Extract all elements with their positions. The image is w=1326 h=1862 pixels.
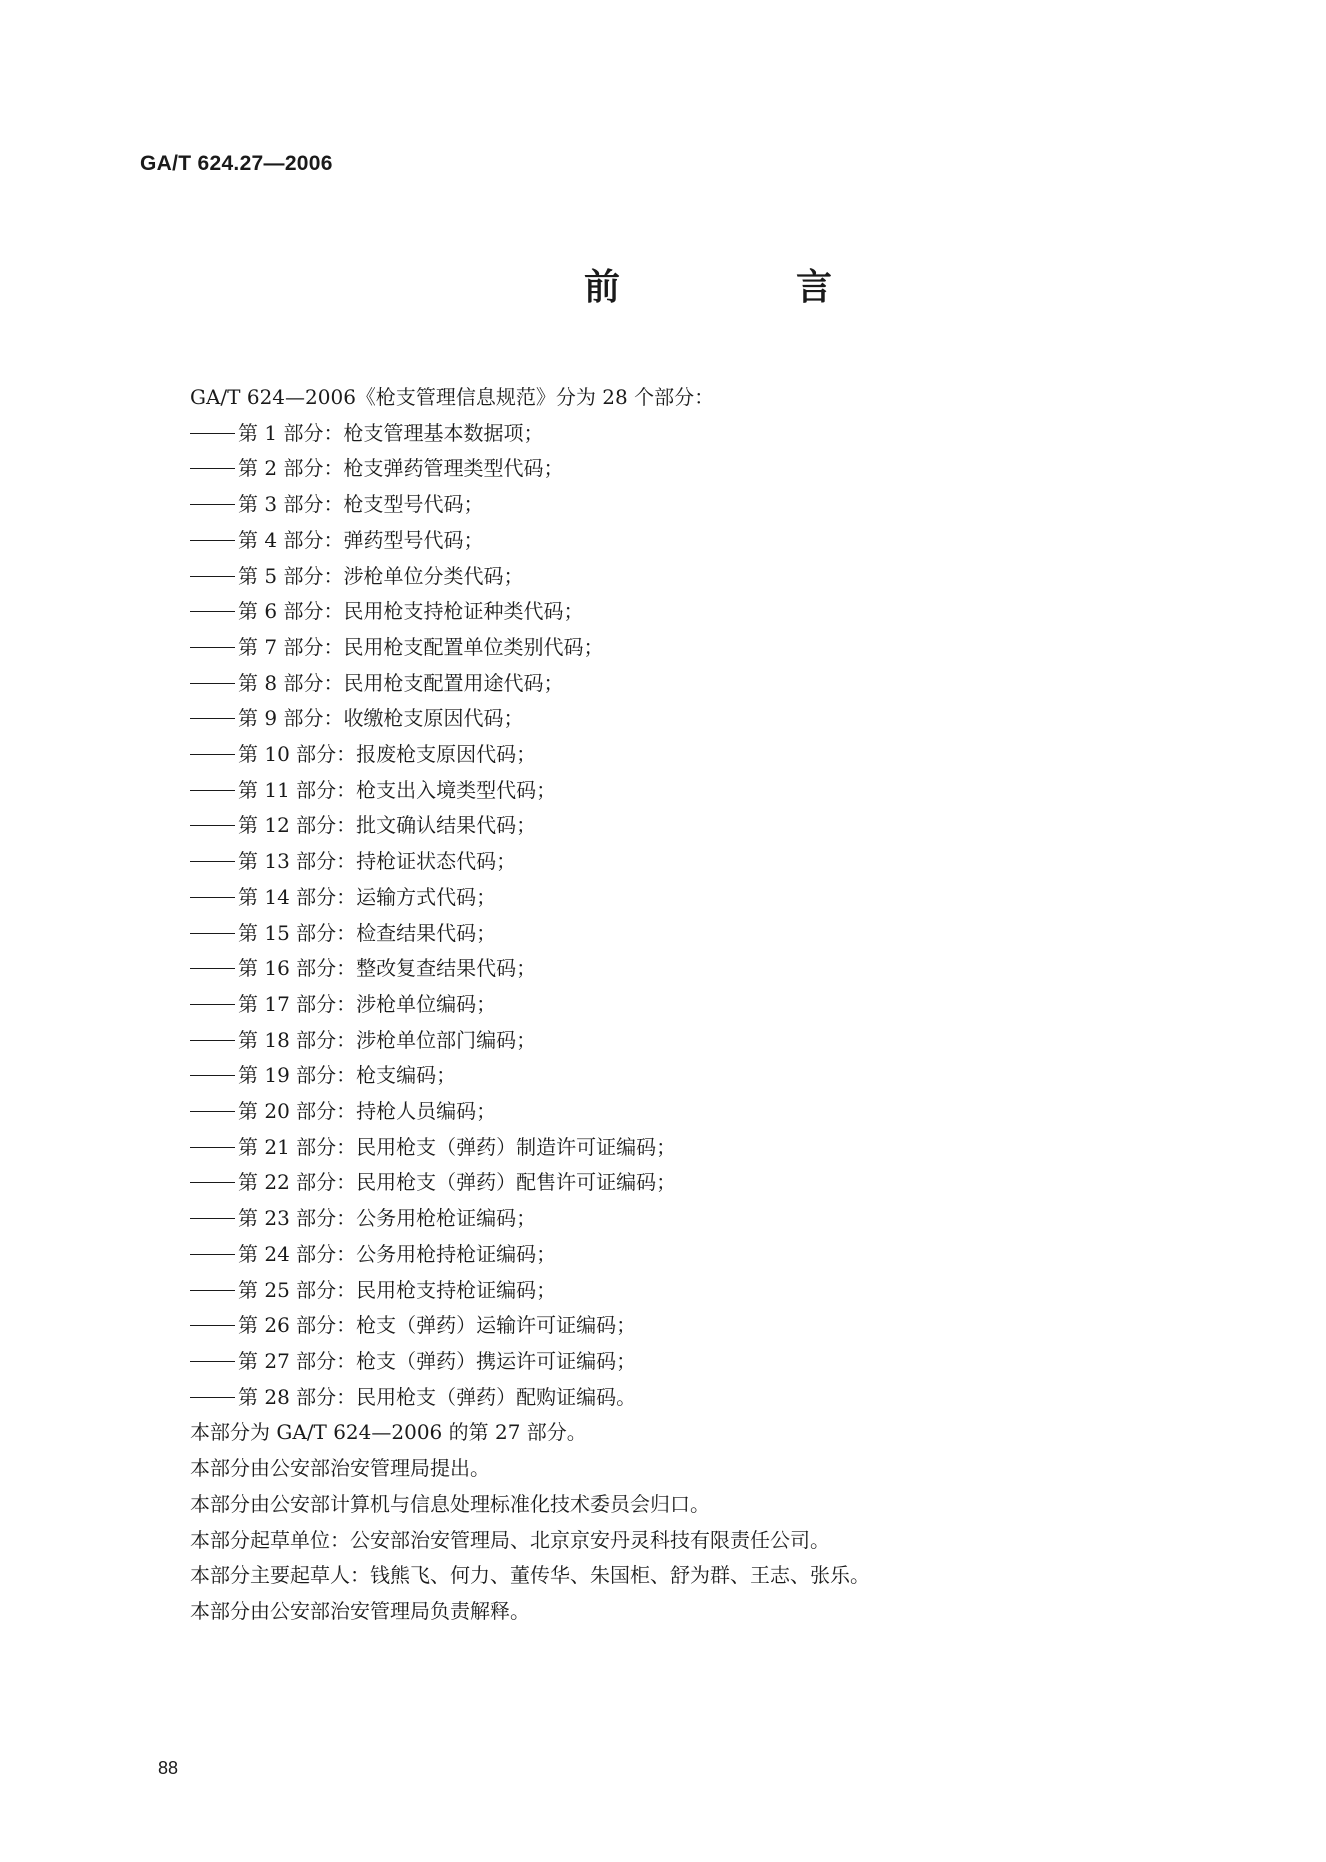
note-paragraph: 本部分主要起草人：钱熊飞、何力、董传华、朱国柜、舒为群、王志、张乐。 bbox=[190, 1563, 870, 1588]
part-text: 第 12 部分：批文确认结果代码； bbox=[238, 813, 537, 838]
part-text: 第 19 部分：枪支编码； bbox=[238, 1063, 457, 1088]
em-dash-marker bbox=[190, 1218, 235, 1219]
list-item bbox=[0, 1380, 1326, 1416]
part-text: 第 16 部分：整改复查结果代码； bbox=[238, 956, 537, 981]
em-dash-marker bbox=[190, 611, 235, 612]
part-text: 第 10 部分：报废枪支原因代码； bbox=[238, 742, 537, 767]
list-item bbox=[0, 1308, 1326, 1344]
list-item bbox=[0, 594, 1326, 630]
em-dash-marker bbox=[190, 1290, 235, 1291]
em-dash-marker bbox=[190, 968, 235, 969]
part-text: 第 25 部分：民用枪支持枪证编码； bbox=[238, 1277, 557, 1302]
part-text: 第 13 部分：持枪证状态代码； bbox=[238, 849, 517, 874]
em-dash-marker bbox=[190, 861, 235, 862]
part-text: 第 15 部分：检查结果代码； bbox=[238, 920, 497, 945]
part-text: 第 5 部分：涉枪单位分类代码； bbox=[238, 563, 524, 588]
parts-list bbox=[0, 416, 1326, 1416]
intro-paragraph: GA/T 624—2006《枪支管理信息规范》分为 28 个部分： bbox=[190, 385, 715, 409]
list-item bbox=[0, 1201, 1326, 1237]
part-text: 第 20 部分：持枪人员编码； bbox=[238, 1099, 497, 1124]
list-item bbox=[0, 880, 1326, 916]
part-text: 第 17 部分：涉枪单位编码； bbox=[238, 991, 497, 1016]
page-number: 88 bbox=[158, 1758, 179, 1778]
notes-section bbox=[0, 1415, 1326, 1629]
list-item bbox=[0, 1344, 1326, 1380]
note-paragraph: 本部分起草单位：公安部治安管理局、北京京安丹灵科技有限责任公司。 bbox=[190, 1527, 830, 1552]
em-dash-marker bbox=[190, 897, 235, 898]
list-item bbox=[0, 1273, 1326, 1309]
list-item bbox=[0, 666, 1326, 702]
list-item bbox=[0, 737, 1326, 773]
part-text: 第 18 部分：涉枪单位部门编码； bbox=[238, 1027, 537, 1052]
em-dash-marker bbox=[190, 1147, 235, 1148]
em-dash-marker bbox=[190, 540, 235, 541]
em-dash-marker bbox=[190, 647, 235, 648]
part-text: 第 4 部分：弹药型号代码； bbox=[238, 527, 484, 552]
em-dash-marker bbox=[190, 1361, 235, 1362]
part-text: 第 21 部分：民用枪支（弹药）制造许可证编码； bbox=[238, 1134, 677, 1159]
part-text: 第 28 部分：民用枪支（弹药）配购证编码。 bbox=[238, 1384, 637, 1409]
list-item bbox=[0, 1165, 1326, 1201]
em-dash-marker bbox=[190, 504, 235, 505]
em-dash-marker bbox=[190, 1182, 235, 1183]
note-paragraph: 本部分由公安部治安管理局提出。 bbox=[190, 1456, 490, 1481]
list-item bbox=[0, 1058, 1326, 1094]
list-item bbox=[0, 701, 1326, 737]
part-text: 第 9 部分：收缴枪支原因代码； bbox=[238, 706, 524, 731]
list-item bbox=[0, 1023, 1326, 1059]
part-text: 第 1 部分：枪支管理基本数据项； bbox=[238, 420, 544, 445]
list-item bbox=[0, 559, 1326, 595]
list-item bbox=[0, 773, 1326, 809]
em-dash-marker bbox=[190, 718, 235, 719]
part-text: 第 6 部分：民用枪支持枪证种类代码； bbox=[238, 599, 584, 624]
em-dash-marker bbox=[190, 468, 235, 469]
list-item bbox=[0, 451, 1326, 487]
list-item bbox=[0, 951, 1326, 987]
em-dash-marker bbox=[190, 1254, 235, 1255]
em-dash-marker bbox=[190, 433, 235, 434]
list-item bbox=[0, 844, 1326, 880]
list-item bbox=[0, 1130, 1326, 1166]
note-paragraph: 本部分由公安部计算机与信息处理标准化技术委员会归口。 bbox=[190, 1491, 710, 1516]
standard-code: GA/T 624.27—2006 bbox=[140, 152, 333, 175]
em-dash-marker bbox=[190, 933, 235, 934]
part-text: 第 23 部分：公务用枪枪证编码； bbox=[238, 1206, 537, 1231]
list-item bbox=[0, 987, 1326, 1023]
part-text: 第 11 部分：枪支出入境类型代码； bbox=[238, 777, 557, 802]
em-dash-marker bbox=[190, 1397, 235, 1398]
part-text: 第 27 部分：枪支（弹药）携运许可证编码； bbox=[238, 1348, 637, 1373]
part-text: 第 24 部分：公务用枪持枪证编码； bbox=[238, 1241, 557, 1266]
em-dash-marker bbox=[190, 1040, 235, 1041]
note-paragraph: 本部分由公安部治安管理局负责解释。 bbox=[190, 1598, 530, 1623]
em-dash-marker bbox=[190, 754, 235, 755]
list-item bbox=[0, 1094, 1326, 1130]
part-text: 第 26 部分：枪支（弹药）运输许可证编码； bbox=[238, 1313, 637, 1338]
part-text: 第 7 部分：民用枪支配置单位类别代码； bbox=[238, 634, 604, 659]
em-dash-marker bbox=[190, 576, 235, 577]
list-item bbox=[0, 808, 1326, 844]
list-item bbox=[0, 416, 1326, 452]
list-item bbox=[0, 916, 1326, 952]
foreword-body bbox=[0, 380, 1326, 1630]
em-dash-marker bbox=[190, 683, 235, 684]
part-text: 第 14 部分：运输方式代码； bbox=[238, 884, 497, 909]
list-item bbox=[0, 1237, 1326, 1273]
em-dash-marker bbox=[190, 1325, 235, 1326]
em-dash-marker bbox=[190, 825, 235, 826]
em-dash-marker bbox=[190, 1004, 235, 1005]
list-item bbox=[0, 630, 1326, 666]
part-text: 第 2 部分：枪支弹药管理类型代码； bbox=[238, 456, 564, 481]
em-dash-marker bbox=[190, 1075, 235, 1076]
em-dash-marker bbox=[190, 1111, 235, 1112]
list-item bbox=[0, 523, 1326, 559]
part-text: 第 3 部分：枪支型号代码； bbox=[238, 492, 484, 517]
list-item bbox=[0, 487, 1326, 523]
page-title: 前 言 bbox=[584, 267, 903, 308]
part-text: 第 8 部分：民用枪支配置用途代码； bbox=[238, 670, 564, 695]
note-paragraph: 本部分为 GA/T 624—2006 的第 27 部分。 bbox=[190, 1420, 587, 1445]
em-dash-marker bbox=[190, 790, 235, 791]
part-text: 第 22 部分：民用枪支（弹药）配售许可证编码； bbox=[238, 1170, 677, 1195]
